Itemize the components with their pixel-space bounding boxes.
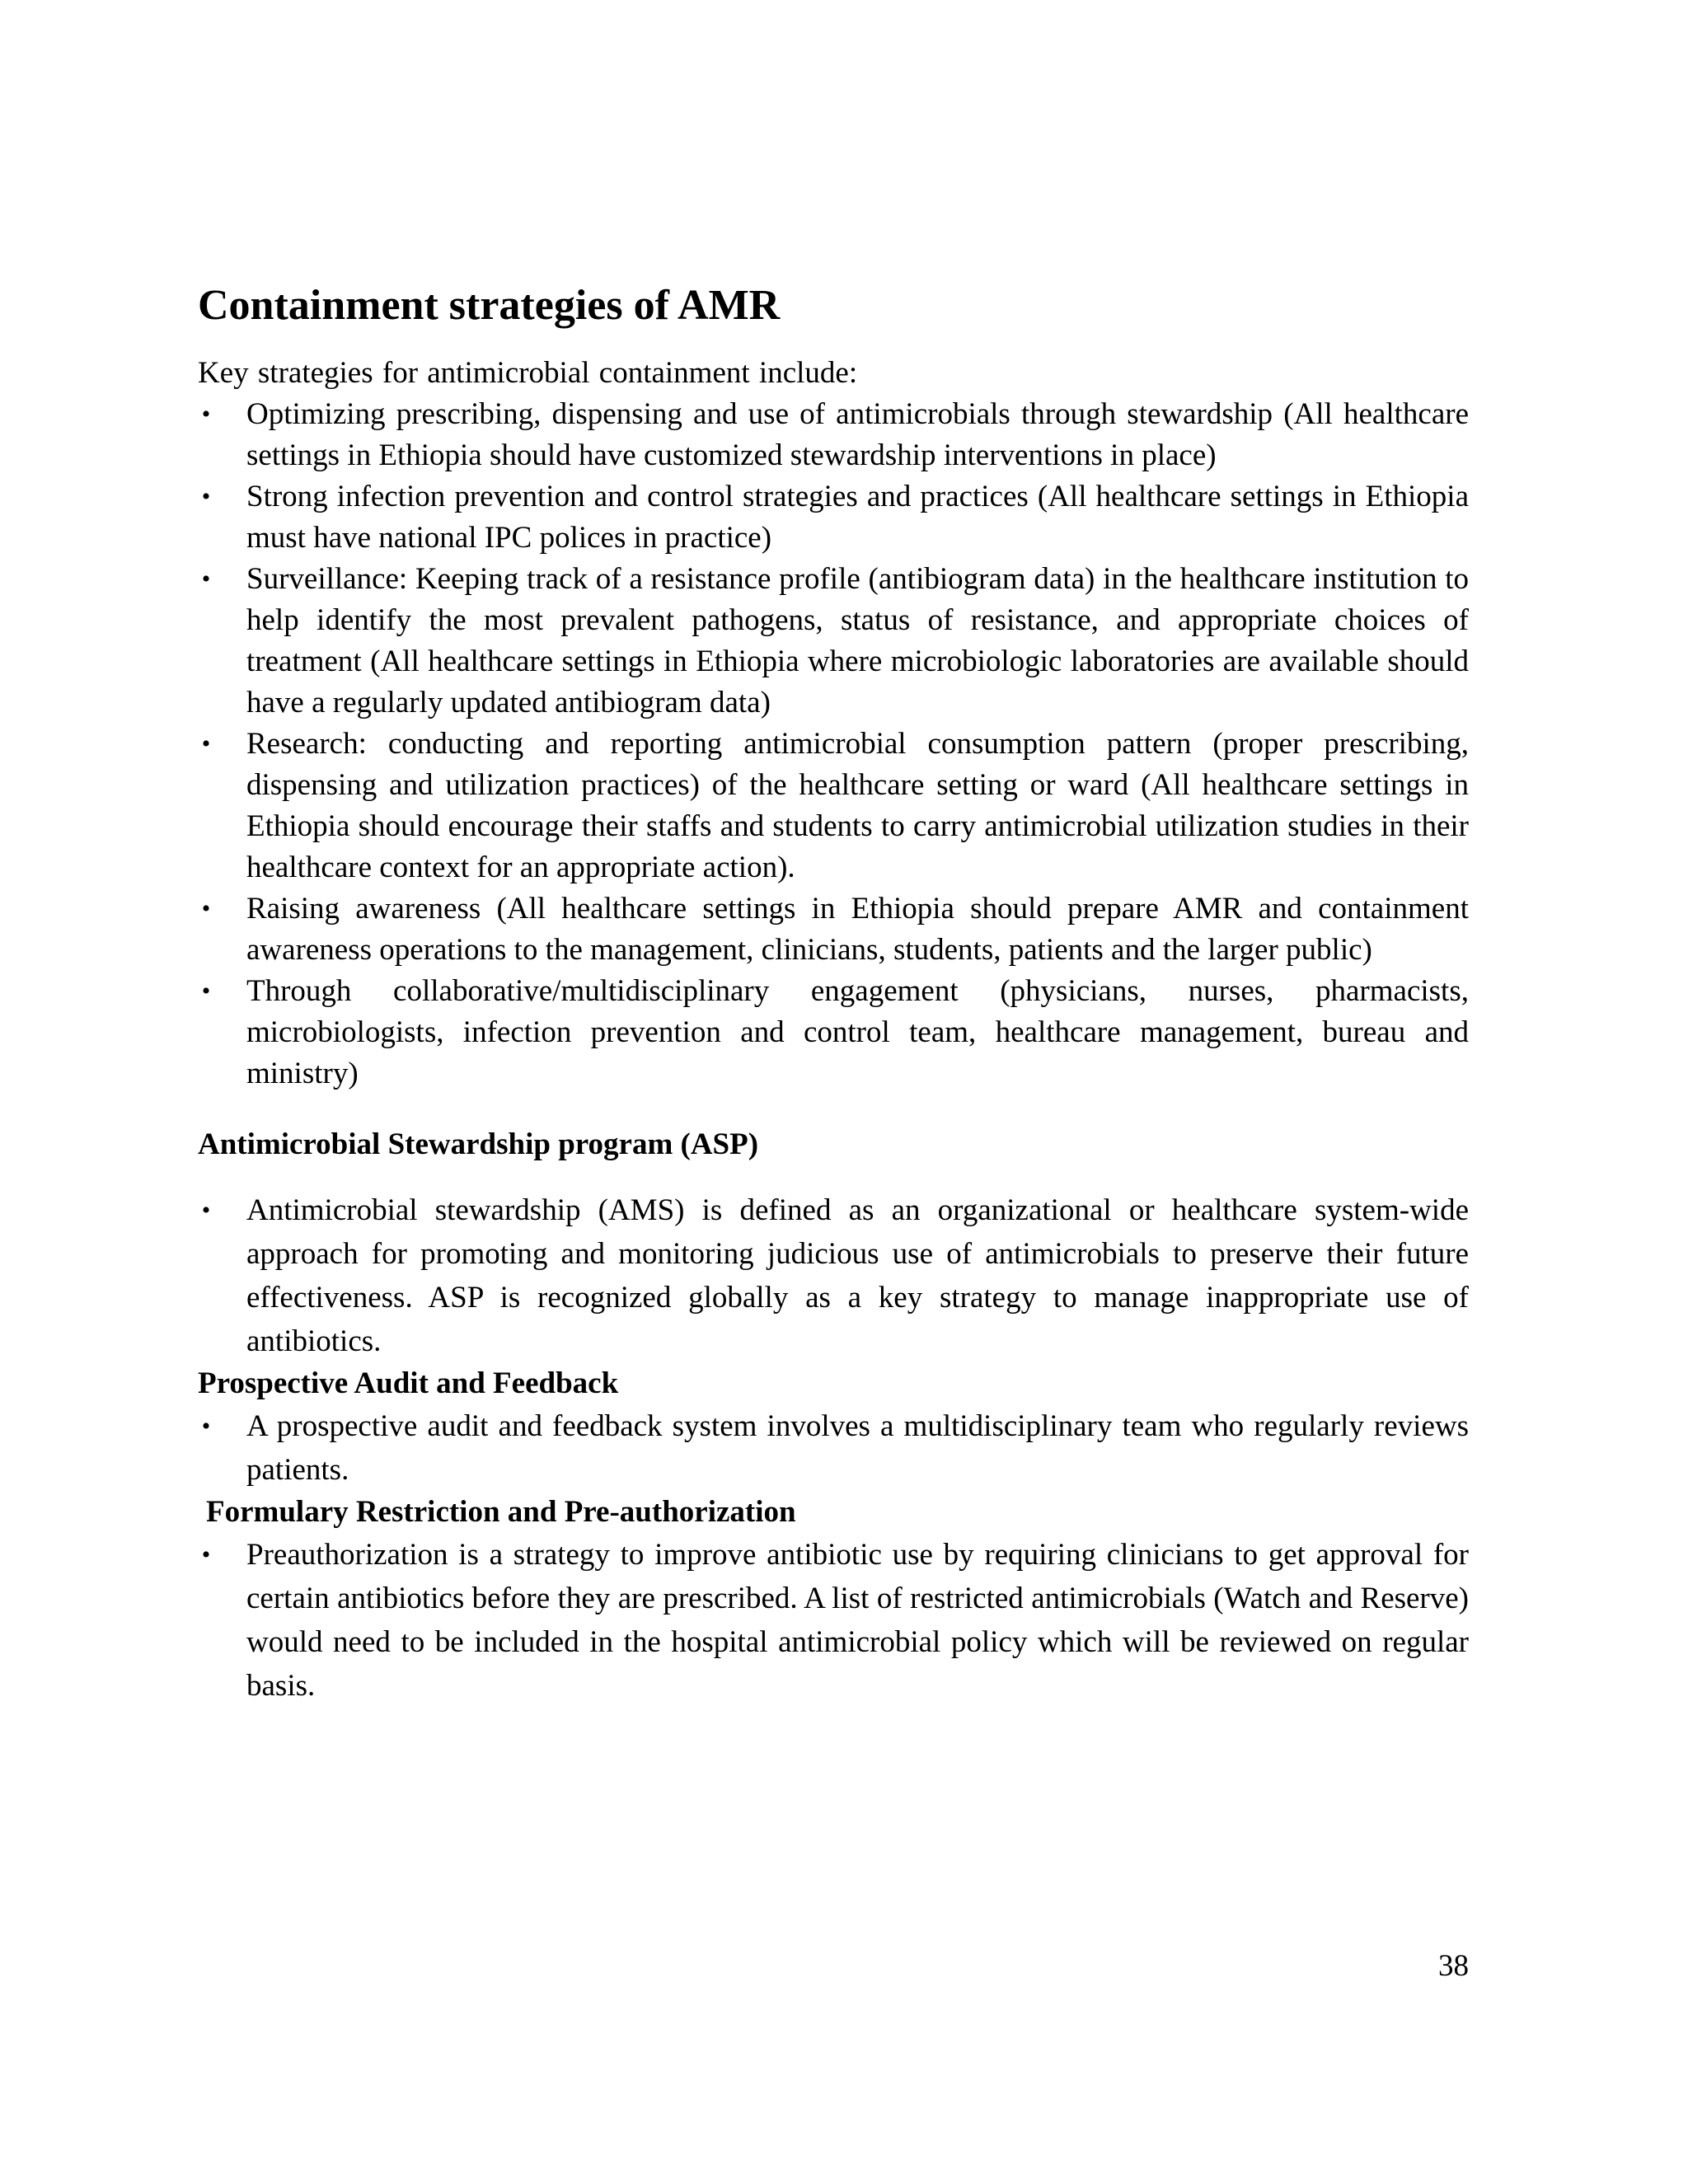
bullet-icon: • xyxy=(201,483,211,511)
page-number: 38 xyxy=(1438,1949,1469,1983)
intro-text: Key strategies for antimicrobial containment include: xyxy=(198,356,858,391)
bullet-icon: • xyxy=(201,1197,211,1225)
document-page xyxy=(198,280,1469,1708)
list-item-text: Strong infection prevention and control strategies and practices (All healthcare settings in Ethiopia must have national IPC polices in practice) xyxy=(246,480,1469,555)
list-item-text: A prospective audit and feedback system involves a multidisciplinary team who regularly reviews patients. xyxy=(246,1409,1469,1488)
list-item-text: Through collaborative/multidisciplinary engagement (physicians, nurses, pharmacists, microbiologists, infection prevention and control team, healthcare management, bureau and ministry) xyxy=(246,974,1469,1091)
bullet-icon: • xyxy=(201,977,211,1005)
formulary-heading: Formulary Restriction and Pre-authorization xyxy=(206,1495,796,1530)
list-item xyxy=(198,1188,1469,1363)
list-item-text: Surveillance: Keeping track of a resistance profile (antibiogram data) in the healthcare institution to help identify the most prevalent pathogens, status of resistance, and appropriate choices of treatment (All healthcare settings in Ethiopia where microbiologic laboratories are available should have a regularly updated antibiogram data) xyxy=(246,562,1469,720)
bullet-icon: • xyxy=(201,895,211,923)
list-item xyxy=(198,888,1469,971)
bullet-icon: • xyxy=(201,730,211,758)
asp-heading: Antimicrobial Stewardship program (ASP) xyxy=(198,1127,759,1162)
list-item xyxy=(198,724,1469,888)
bullet-icon: • xyxy=(201,401,211,429)
audit-heading: Prospective Audit and Feedback xyxy=(198,1366,619,1401)
bullet-icon: • xyxy=(201,1541,211,1569)
asp-list xyxy=(198,1188,1469,1363)
list-item xyxy=(198,971,1469,1094)
audit-list xyxy=(198,1404,1469,1492)
list-item-text: Raising awareness (All healthcare settings in Ethiopia should prepare AMR and containment awareness operations to the management, clinicians, students, patients and the larger public) xyxy=(246,892,1469,968)
list-item xyxy=(198,476,1469,559)
list-item-text: Antimicrobial stewardship (AMS) is defined as an organizational or healthcare system-wide approach for promoting and monitoring judicious use of antimicrobials to preserve their future effectiveness. ASP is recognized globally as a key strategy to manage inappropriate use of antibiotics. xyxy=(246,1193,1469,1359)
list-item xyxy=(198,394,1469,476)
list-item-text: Preauthorization is a strategy to improve antibiotic use by requiring clinicians to get approval for certain antibiotics before they are prescribed. A list of restricted antimicrobials (Watch and Reserve) would need to be included in the hospital antimicrobial policy which will be reviewed on regular basis. xyxy=(246,1538,1469,1704)
list-item-text: Optimizing prescribing, dispensing and use of antimicrobials through stewardship (All healthcare settings in Ethiopia should have customized stewardship interventions in place) xyxy=(246,397,1469,473)
formulary-list xyxy=(198,1533,1469,1708)
list-item-text: Research: conducting and reporting antimicrobial consumption pattern (proper prescribing, dispensing and utilization practices) of the healthcare setting or ward (All healthcare settings in Ethiopia should encourage their staffs and students to carry antimicrobial utilization studies in their healthcare context for an appropriate action). xyxy=(246,727,1469,885)
list-item xyxy=(198,1533,1469,1708)
strategy-list xyxy=(198,394,1469,1094)
bullet-icon: • xyxy=(201,1413,211,1441)
list-item xyxy=(198,1404,1469,1492)
bullet-icon: • xyxy=(201,565,211,593)
list-item xyxy=(198,559,1469,724)
page-title: Containment strategies of AMR xyxy=(198,282,781,329)
